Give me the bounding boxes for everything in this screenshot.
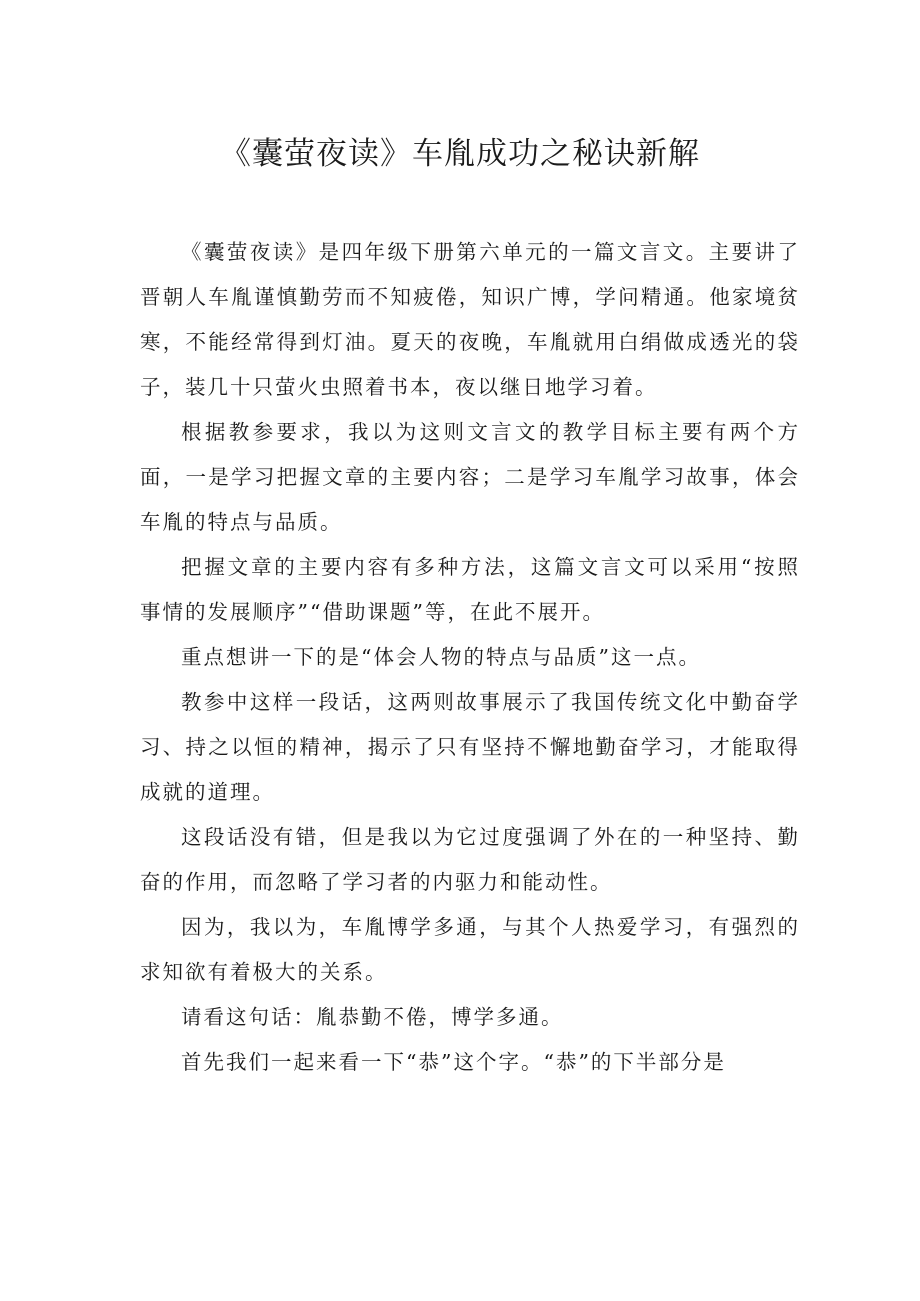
paragraph: 教参中这样一段话，这两则故事展示了我国传统文化中勤奋学习、持之以恒的精神，揭示了只有坚持不懈地勤奋学习，才能取得成就的道理。 xyxy=(140,690,800,804)
paragraph: 首先我们一起来看一下“恭”这个字。“恭”的下半部分是 xyxy=(181,1050,726,1074)
paragraph: 请看这句话：胤恭勤不倦，博学多通。 xyxy=(181,1005,564,1029)
paragraph: 这段话没有错，但是我以为它过度强调了外在的一种坚持、勤奋的作用，而忽略了学习者的内驱力和能动性。 xyxy=(140,825,800,894)
paragraph: 因为，我以为，车胤博学多通，与其个人热爱学习，有强烈的求知欲有着极大的关系。 xyxy=(140,915,800,984)
paragraph: 把握文章的主要内容有多种方法，这篇文言文可以采用“按照事情的发展顺序”“借助课题”等，在此不展开。 xyxy=(140,555,800,624)
paragraph: 《囊萤夜读》是四年级下册第六单元的一篇文言文。主要讲了晋朝人车胤谨慎勤劳而不知疲倦，知识广博，学问精通。他家境贫寒，不能经常得到灯油。夏天的夜晚，车胤就用白绢做成透光的袋子，装几十只萤火虫照着书本，夜以继日地学习着。 xyxy=(140,240,800,399)
document-body xyxy=(140,230,800,1085)
paragraph: 根据教参要求，我以为这则文言文的教学目标主要有两个方面，一是学习把握文章的主要内容；二是学习车胤学习故事，体会车胤的特点与品质。 xyxy=(140,420,800,534)
paragraph: 重点想讲一下的是“体会人物的特点与品质”这一点。 xyxy=(181,645,701,669)
document-title: 《囊萤夜读》车胤成功之秘诀新解 xyxy=(220,136,700,172)
